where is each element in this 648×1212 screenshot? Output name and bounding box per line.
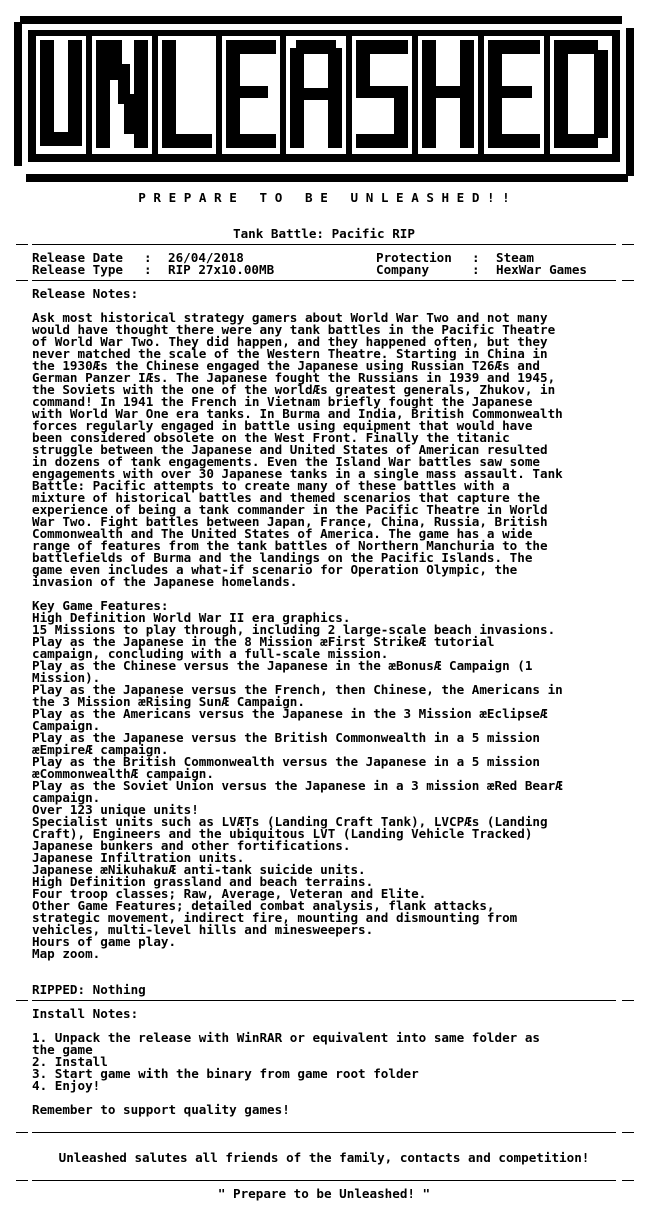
divider-right-dash [622,1000,634,1001]
divider-right-dash [622,280,634,281]
release-date-value: 26/04/2018 [168,250,244,265]
install-text: 1. Unpack the release with WinRAR or equivalent into same folder as the game 2. Install 3. Start game with the binary from game root folder 4. Enjoy! [32,1030,540,1093]
divider [32,1180,616,1181]
features-section [32,600,632,960]
divider-right-dash [622,1180,634,1181]
footer-tagline: " Prepare to be Unleashed! " [217,1186,431,1201]
support-note: Remember to support quality games! [32,1102,290,1117]
release-type-label: Release Type [32,262,123,277]
install-heading: Install Notes: [32,1006,139,1021]
divider-right-dash [622,1132,634,1133]
company-label: Company [376,262,430,277]
colon: : [472,262,480,277]
release-title: Tank Battle: Pacific RIP [233,226,415,241]
company-value: HexWar Games [496,262,587,277]
divider-left-dash [16,1132,28,1133]
release-notes-heading: Release Notes: [32,286,139,301]
divider [32,1132,616,1133]
divider-left-dash [16,1180,28,1181]
divider [32,244,616,245]
features-text: Key Game Features: High Definition World War II era graphics. 15 Missions to play through, including 2 large-scale beach invasions. Play as the Japanese in the 8 Mission æFirst StrikeÆ tutorial campaign, concluding with a full-scale mission. Play as the Chinese versus the Japanese in the æBonusÆ Campaign (1 Mission). Play as the Japanese versus the French, then Chinese, the Americans in the 3 Mission æRising SunÆ Campaign. Play as the Americans versus the Japanese in the 3 Mission æEclipseÆ Campaign. Play as the Japanese versus the British Commonwealth in a 5 mission æEmpireÆ campaign. Play as the British Commonwealth versus the Japanese in a 5 mission æCommonwealthÆ campaign. Play as the Soviet Union versus the Japanese in a 3 mission æRed BearÆ campaign. Over 123 unique units! Specialist units such as LVÆTs (Landing Craft Tank), LVCPÆs (Landing Craft), Engineers and the ubiquitous LVT (Landing Vehicle Tracked) Japanese bunkers and other fortifications. Japanese Infiltration units. Japanese æNikuhakuÆ anti-tank suicide units. High Definition grassland and beach terrains. Four troop classes; Raw, Average, Veteran and Elite. Other Game Features; detailed combat analysis, flank attacks, strategic movement, indirect fire, mounting and dismounting from vehicles, multi-level hills and minesweepers. Hours of game play. Map zoom. [32,598,563,961]
protection-value: Steam [496,250,534,265]
tagline: P R E P A R E T O B E U N L E A S H E D ! ! [138,190,510,205]
install-steps [32,1032,632,1092]
release-date-label: Release Date [32,250,123,265]
divider-left-dash [16,1000,28,1001]
salutes-line: Unleashed salutes all friends of the family, contacts and competition! [58,1150,590,1165]
divider-right-dash [622,244,634,245]
protection-label: Protection [376,250,452,265]
unleashed-logo [12,14,636,184]
release-notes-text: Ask most historical strategy gamers about World War Two and not many would have thought there were any tank battles in the Pacific Theatre of World War Two. They did happen, and they happened often, but they never matched the scale of the Western Theatre. Starting in China in the 1930Æs the Chinese engaged the Japanese using Russian T26Æs and German Panzer IÆs. The Japanese fought the Russians in 1939 and 1945, the Soviets with the one of the worldÆs greatest generals, Zhukov, in command! In 1941 the French in Vietnam briefly fought the Japanese with World War One era tanks. In Burma and India, British Commonwealth forces regularly engaged in battle using equipment that would have been considered obsolete on the West Front. Finally the titanic struggle between the Japanese and United States of American resulted in dozens of tank engagements. Even the Island War battles saw some engagements with over 30 Japanese tanks in a single mass assault. Tank Battle: Pacific attempts to create many of these battles with a mixture of historical battles and themed scenarios that capture the experience of being a tank commander in the Pacific Theatre in World War Two. Fight battles between Japan, France, China, Russia, British Commonwealth and The United States of America. The game has a wide range of features from the tank battles of Northern Manchuria to the battlefields of Burma and the landings on the Pacific Islands. The game even includes a what-if scenario for Operation Olympic, the invasion of the Japanese homelands. [32,310,563,589]
divider-left-dash [16,280,28,281]
release-type-value: RIP 27x10.00MB [168,262,275,277]
divider [32,280,616,281]
colon: : [144,262,152,277]
release-notes-body [32,312,632,588]
colon: : [144,250,152,265]
divider [32,1000,616,1001]
divider-left-dash [16,244,28,245]
colon: : [472,250,480,265]
ripped-note: RIPPED: Nothing [32,982,146,997]
